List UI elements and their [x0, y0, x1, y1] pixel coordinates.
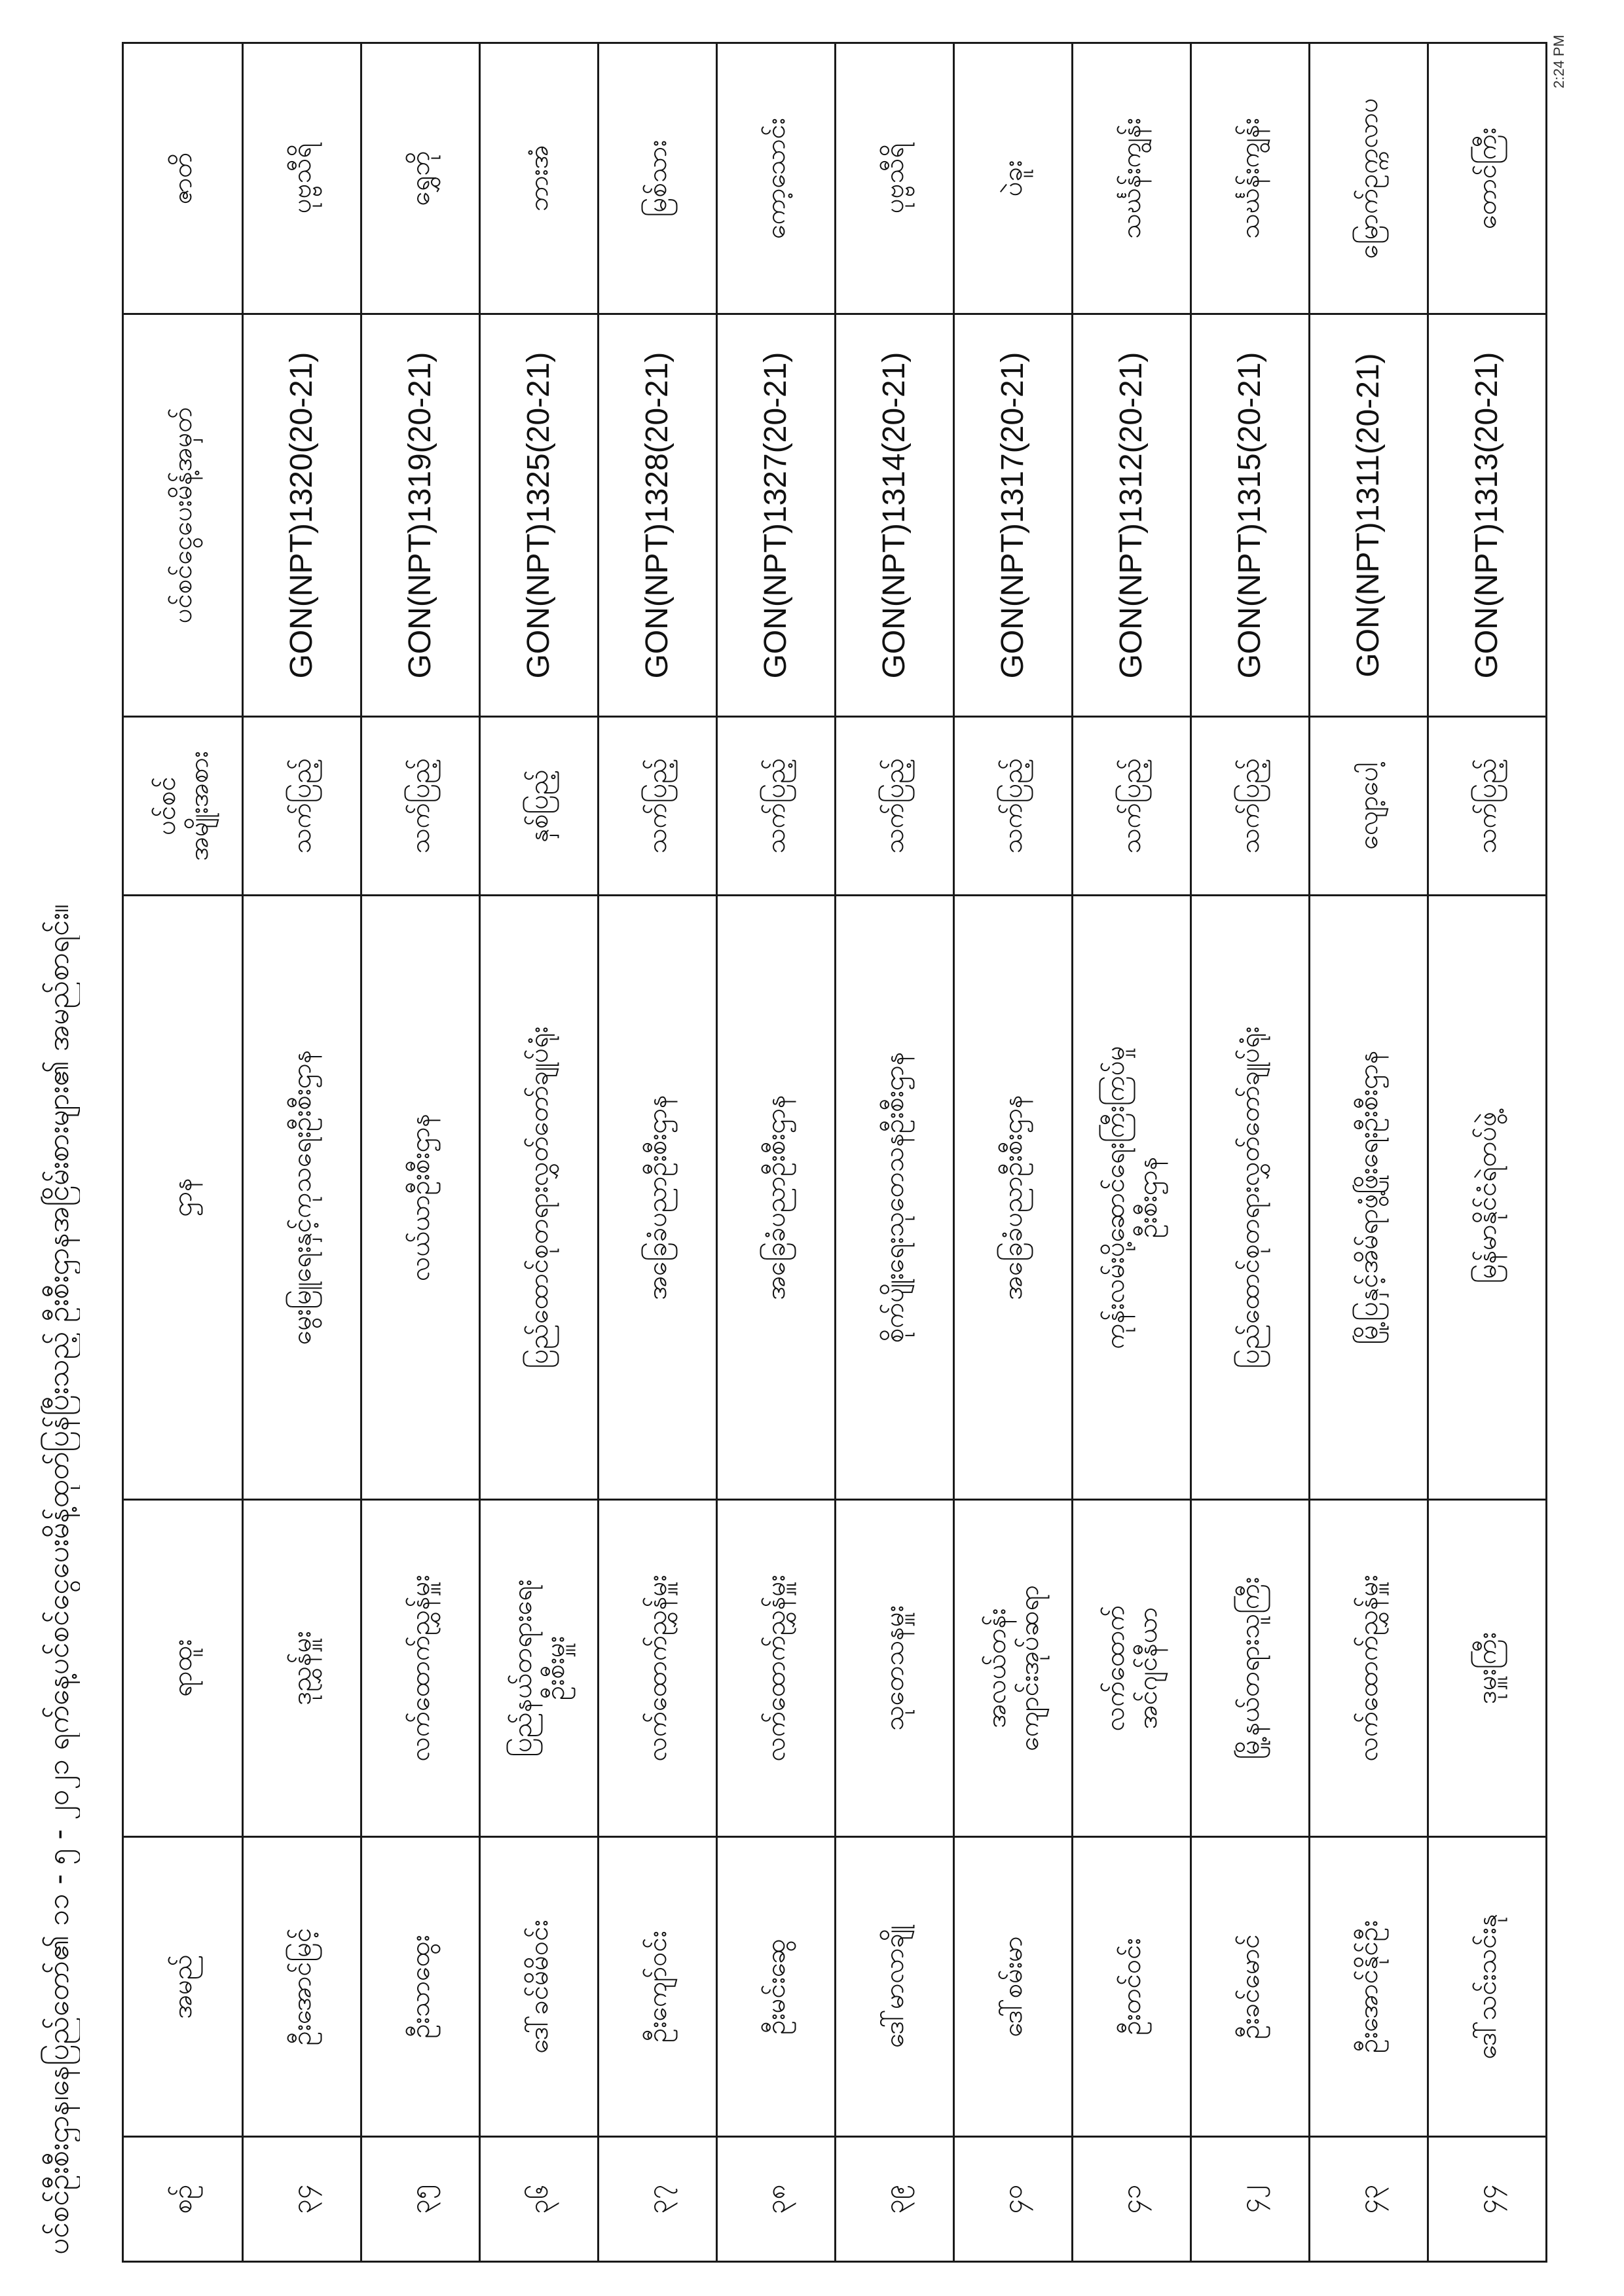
cell-department: ပြည်ထောင်စုတရားလွှတ်တော်ချုပ်ရုံး: [1191, 896, 1310, 1500]
cell-position: ပြည်နယ်တရားရေး ဦးစီးမှူး: [480, 1500, 599, 1837]
cell-hometown: သင်္ဃန်းကျွန်း: [1073, 43, 1191, 314]
cell-order-no: GON(NPT)1311(20-21): [1310, 314, 1428, 717]
cell-serial: ၃၅: [361, 2137, 480, 2262]
cell-order-no: GON(NPT)1312(20-21): [1073, 314, 1191, 717]
cell-name: ဒေါ်စမ်းမာ: [954, 1837, 1073, 2137]
cell-order-no: GON(NPT)1315(20-21): [1191, 314, 1310, 717]
cell-serial: ၃၇: [599, 2137, 717, 2262]
cell-department: မွေးမြူရေးနှင့်ကုသရေးဦးစီးဌာန: [243, 896, 361, 1500]
cell-position: ဒုမှူးကြီး: [1428, 1500, 1547, 1837]
table-row: [480, 43, 599, 2262]
pensioner-table: [122, 42, 1547, 2263]
cell-order-no: GON(NPT)1319(20-21): [361, 314, 480, 717]
cell-name: ဒေါ်သင်းသင်းနု: [1428, 1837, 1547, 2137]
cell-hometown: မြောက်ဥက္ကလာပ: [1310, 43, 1428, 314]
cell-serial: ၄၄: [1428, 2137, 1547, 2262]
cell-order-no: GON(NPT)1317(20-21): [954, 314, 1073, 717]
table-row: [717, 43, 836, 2262]
cell-pension-type: သက်ပြည့်: [243, 717, 361, 896]
cell-position: လက်ထောက်ညွှန်မှူး: [599, 1500, 717, 1837]
table-row: [361, 43, 480, 2262]
cell-pension-type: သက်ပြည့်: [836, 717, 954, 896]
header-hometown: ဇာတိ: [123, 43, 243, 314]
cell-pension-type: သက်ပြည့်: [1191, 717, 1310, 896]
document-title: ပင်စင်ဦးစီးဌာန၊နေပြည်တော်၏ ၁၁ - ၅ - ၂၀၂၁ ရက်နေ့ပင်စင်ငွေပေးမိန့်ထုတ်ပြန်ပြီးသည့် ဦးစီးဌာနအငြိမ်းစားများ၏ အမည်စာရင်း။: [42, 904, 75, 2255]
cell-hometown: မြစ်သား: [599, 43, 717, 314]
table-head: [123, 43, 243, 2262]
cell-serial: ၄၁: [1073, 2137, 1191, 2262]
cell-serial: ၃၆: [480, 2137, 599, 2262]
header-pension-type: ပင်စင် အမျိုးအစား: [123, 717, 243, 896]
print-timestamp: 2:24 PM: [1551, 35, 1567, 88]
cell-position: လက်ထောက်ညွှန်မှူး: [361, 1500, 480, 1837]
cell-department: အခြေခံပညာဦးစီးဌာန: [954, 896, 1073, 1500]
header-position: ရာထူး: [123, 1500, 243, 1837]
cell-position: လက်ထောက်ညွှန်မှူး: [717, 1500, 836, 1837]
cell-department: အခြေခံပညာဦးစီးဌာန: [717, 896, 836, 1500]
cell-name: ဦးမင်းဆွေ: [717, 1837, 836, 2137]
table-row: [1073, 43, 1191, 2262]
cell-hometown: ဘားအံ: [480, 43, 599, 314]
cell-pension-type: သက်ပြည့်: [1073, 717, 1191, 896]
cell-position: မြို့နယ်တရားသူကြီး: [1191, 1500, 1310, 1837]
table-row: [1191, 43, 1310, 2262]
cell-serial: ၃၄: [243, 2137, 361, 2262]
cell-order-no: GON(NPT)1320(20-21): [243, 314, 361, 717]
cell-order-no: GON(NPT)1327(20-21): [717, 314, 836, 717]
header-order-no: ပင်စင်ငွေပေးမိန့်အမှတ်: [123, 314, 243, 717]
table-row: [836, 43, 954, 2262]
cell-name: ဦးခင်မောင်: [1191, 1837, 1310, 2137]
cell-name: ဦးတင်ဝင်း: [1073, 1837, 1191, 2137]
cell-position: ဒုညွှန်မှူး: [243, 1500, 361, 1837]
table-row: [954, 43, 1073, 2262]
cell-hometown: သင်္ဃန်းကျွန်း: [1191, 43, 1310, 314]
cell-name: ဒေါ်မာလာချို: [836, 1837, 954, 2137]
table-body: [243, 43, 1547, 2262]
header-department: ဌာန: [123, 896, 243, 1500]
cell-position: သုတေသနမှူး: [836, 1500, 954, 1837]
cell-department: မြို့ပြနှင့်အိမ်ရာဖွံ့ဖြိုးရေးဦးစီးဌာန: [1310, 896, 1428, 1500]
cell-hometown: ကော့သောင်း: [717, 43, 836, 314]
cell-position: အလယ်တန်း ကျောင်းအုပ်ဆရာ: [954, 1500, 1073, 1837]
cell-serial: ၃၉: [836, 2137, 954, 2262]
cell-pension-type: သက်ပြည့်: [599, 717, 717, 896]
cell-pension-type: သက်ပြည့်: [1428, 717, 1547, 896]
cell-order-no: GON(NPT)1328(20-21): [599, 314, 717, 717]
cell-pension-type: နှစ်ပြည့်: [480, 717, 599, 896]
cell-department: မြန်မာနိုင်ငံရဲတပ်ဖွဲ့: [1428, 896, 1547, 1500]
cell-hometown: ပုဗ္ဗသီရိ: [243, 43, 361, 314]
cell-name: ဒေါ်ခင်မိမိဝင်း: [480, 1837, 599, 2137]
cell-hometown: ပုဗ္ဗသီရိ: [836, 43, 954, 314]
cell-department: လယ်ယာဦးစီးဌာန: [361, 896, 480, 1500]
cell-pension-type: သက်ပြည့်: [361, 717, 480, 896]
cell-pension-type: သက်ပြည့်: [717, 717, 836, 896]
cell-serial: ၄၂: [1191, 2137, 1310, 2262]
cell-hometown: တောင်ကြီး: [1428, 43, 1547, 314]
header-name: အမည်: [123, 1837, 243, 2137]
cell-name: ဦးအောင်နိုင်ဦး: [1310, 1837, 1428, 2137]
cell-department: အခြေခံပညာဦးစီးဌာန: [599, 896, 717, 1500]
cell-serial: ၄၀: [954, 2137, 1073, 2262]
cell-hometown: ပဲခူး: [954, 43, 1073, 314]
cell-order-no: GON(NPT)1314(20-21): [836, 314, 954, 717]
table-row: [599, 43, 717, 2262]
table-row: [243, 43, 361, 2262]
cell-department: စိုက်ပျိုးရေးသုတေသနဦးစီးဌာန: [836, 896, 954, 1500]
cell-position: လက်ထောက်ညွှန်မှူး: [1310, 1500, 1428, 1837]
cell-name: ဦးသာထွေး: [361, 1837, 480, 2137]
cell-order-no: GON(NPT)1325(20-21): [480, 314, 599, 717]
cell-pension-type: လျော့ပေါ့: [1310, 717, 1428, 896]
cell-name: ဦးအောင်မြင့်: [243, 1837, 361, 2137]
cell-name: ဦးကျော်ဝင်း: [599, 1837, 717, 2137]
cell-department: ကုန်းလမ်းပို့ဆောင်ရေးကြီးကြပ်မှု ဦးစီးဌာန: [1073, 896, 1191, 1500]
table-row: [1310, 43, 1428, 2262]
cell-serial: ၄၃: [1310, 2137, 1428, 2262]
cell-hometown: ရွှေဘို: [361, 43, 480, 314]
cell-order-no: GON(NPT)1313(20-21): [1428, 314, 1547, 717]
cell-serial: ၃၈: [717, 2137, 836, 2262]
cell-position: လက်ထောက် အင်ဂျင်နီယာ: [1073, 1500, 1191, 1837]
table-row: [1428, 43, 1547, 2262]
cell-pension-type: သက်ပြည့်: [954, 717, 1073, 896]
header-row: [123, 43, 243, 2262]
header-serial: စဉ်: [123, 2137, 243, 2262]
cell-department: ပြည်ထောင်စုတရားလွှတ်တော်ချုပ်ရုံး: [480, 896, 599, 1500]
